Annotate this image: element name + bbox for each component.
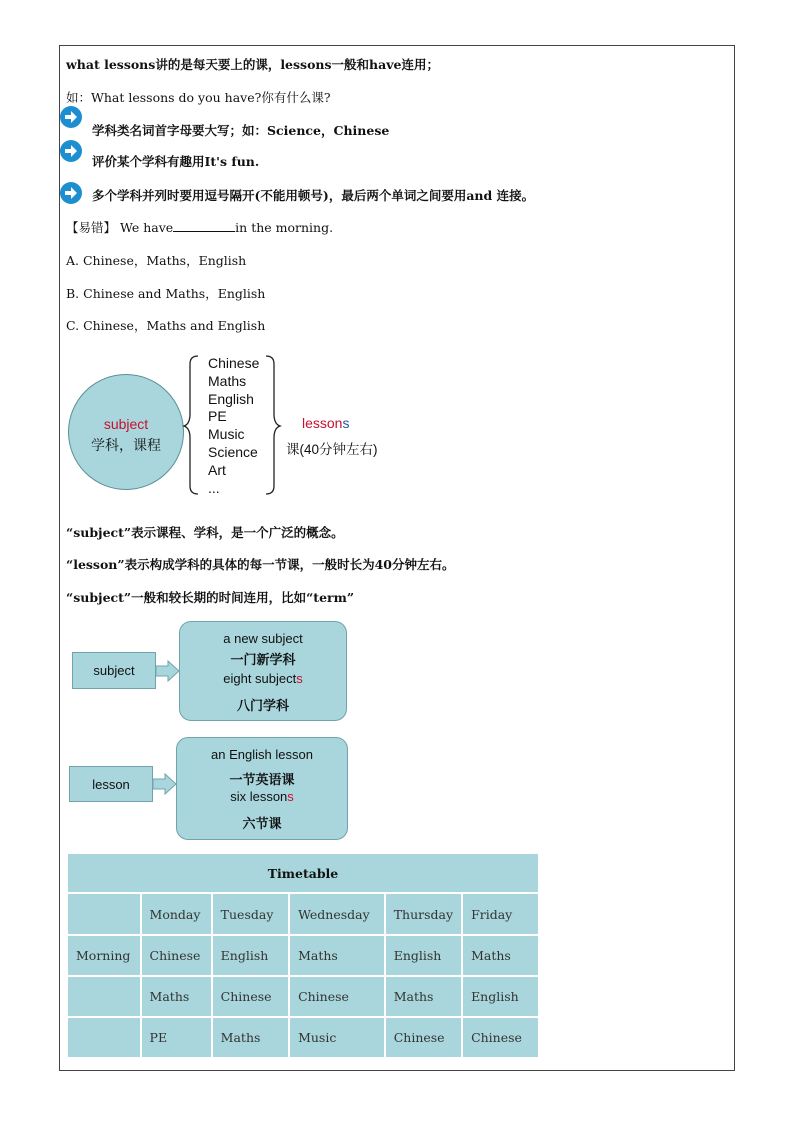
lesson-cell: Chinese	[212, 976, 289, 1017]
lesson-cell: PE	[141, 1017, 212, 1058]
exercise-stem	[66, 218, 333, 236]
lesson-cell: Chinese	[462, 1017, 539, 1058]
day-header: Thursday	[385, 893, 462, 935]
arrow-right-icon	[152, 773, 178, 795]
arrow-right-icon	[155, 660, 181, 682]
subject-item: Science	[208, 443, 258, 460]
period-label: Morning	[67, 935, 141, 976]
option-c: C. Chinese，Maths and English	[66, 318, 266, 333]
plural-suffix: s	[287, 789, 294, 804]
lesson-cell: Chinese	[289, 976, 385, 1017]
example-en: a new subject	[223, 631, 303, 646]
period-empty	[67, 976, 141, 1017]
lesson-cell: Chinese	[141, 935, 212, 976]
lesson-cell: Maths	[141, 976, 212, 1017]
arrow-right-icon	[60, 106, 82, 128]
subject-circle	[68, 374, 184, 490]
example-cn-plural: 八门学科	[236, 699, 289, 714]
subjects-list	[208, 355, 259, 497]
bullet-3: 多个学科并列时要用逗号隔开(不能用顿号)，最后两个单词之间要用and 连接。	[92, 188, 535, 203]
lessons-note: 课(40分钟左右)	[286, 442, 378, 457]
subject-label: subject	[93, 663, 135, 678]
answer-blank	[173, 221, 235, 232]
example-en-plural	[177, 789, 347, 804]
explanation-1: “subject”表示课程、学科，是一个广泛的概念。	[66, 525, 344, 540]
period-empty	[67, 1017, 141, 1058]
lesson-cell: Chinese	[385, 1017, 462, 1058]
timetable-title: Timetable	[67, 853, 539, 893]
example-en-plural	[180, 671, 346, 686]
circle-cn: 学科，课程	[91, 437, 161, 453]
lesson-cell: Maths	[212, 1017, 289, 1058]
lesson-label: lesson	[92, 777, 130, 792]
example-cn: 一门新学科	[230, 653, 296, 668]
example-en: an English lesson	[211, 747, 313, 762]
example-cn-plural: 六节课	[242, 817, 282, 832]
note-line-1: what lessons讲的是每天要上的课，lessons一般和have连用；	[66, 57, 439, 72]
subject-item: Music	[208, 426, 245, 443]
lesson-label-box	[69, 766, 153, 802]
day-header: Tuesday	[212, 893, 289, 935]
day-header: Friday	[462, 893, 539, 935]
subject-examples-box	[179, 621, 347, 721]
lesson-cell: Maths	[385, 976, 462, 1017]
lesson-cell: Music	[289, 1017, 385, 1058]
timetable	[66, 852, 540, 1059]
example-cn: 一节英语课	[229, 773, 295, 788]
subject-item: PE	[208, 408, 227, 425]
arrow-right-icon	[60, 182, 82, 204]
lesson-examples-box	[176, 737, 348, 840]
option-a: A. Chinese，Maths，English	[66, 253, 247, 268]
explanation-3: “subject”一般和较长期的时间连用，比如“term”	[66, 590, 355, 605]
subject-item: ...	[208, 479, 220, 496]
plural-stem: six lesson	[230, 789, 288, 804]
plural-stem: eight subject	[223, 671, 297, 686]
lesson-cell: Maths	[462, 935, 539, 976]
note-line-2: 如：What lessons do you have?你有什么课?	[66, 90, 331, 105]
subject-item: Art	[208, 461, 226, 478]
explanation-2: “lesson”表示构成学科的具体的每一节课，一般时长为40分钟左右。	[66, 557, 455, 572]
exercise-stem-before: We have	[120, 220, 174, 235]
circle-en: subject	[103, 416, 149, 432]
arrow-right-icon	[60, 140, 82, 162]
exercise-prefix: 【易错】	[66, 220, 117, 235]
lesson-cell: English	[212, 935, 289, 976]
lessons-suffix: s	[342, 415, 350, 431]
day-header: Monday	[141, 893, 212, 935]
lesson-cell: English	[385, 935, 462, 976]
subject-item: Chinese	[208, 355, 260, 371]
lessons-word	[302, 415, 349, 431]
exercise-stem-after: in the morning.	[235, 220, 334, 235]
subject-item: Maths	[208, 372, 247, 389]
bullet-2: 评价某个学科有趣用It's fun.	[92, 154, 260, 169]
option-b: B. Chinese and Maths，English	[66, 286, 266, 301]
lesson-cell: English	[462, 976, 539, 1017]
lessons-stem: lesson	[302, 415, 343, 431]
subject-item: English	[208, 390, 254, 407]
plural-suffix: s	[296, 671, 303, 686]
timetable-corner	[67, 893, 141, 935]
subject-label-box	[72, 652, 156, 689]
day-header: Wednesday	[289, 893, 385, 935]
lesson-cell: Maths	[289, 935, 385, 976]
bullet-1: 学科类名词首字母要大写；如：Science，Chinese	[92, 123, 390, 138]
